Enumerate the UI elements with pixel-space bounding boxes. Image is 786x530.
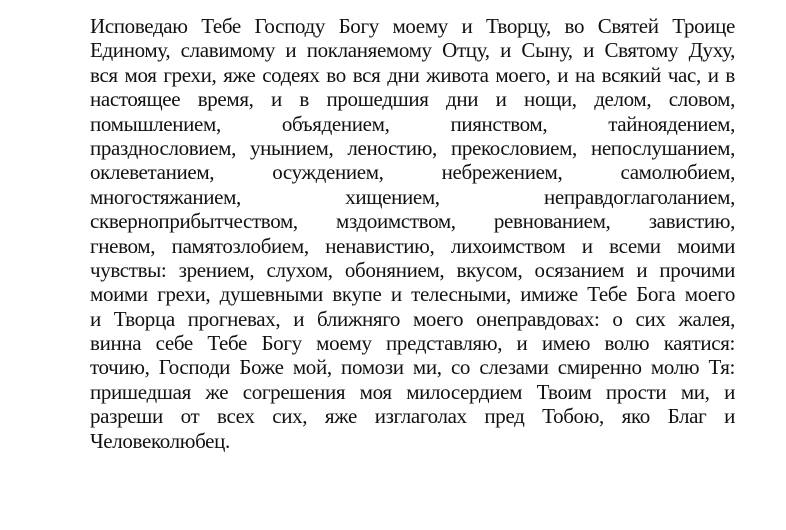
- text-line: винна себе Тебе Богу моему представляю, и имею волю каятися:: [90, 331, 735, 356]
- text-line: моими грехи, душевными вкупе и телесными, имиже Тебе Бога моего: [90, 282, 735, 307]
- prayer-text-block: [90, 14, 735, 453]
- text-line: чувствы: зрением, слухом, обонянием, вкусом, осязанием и прочими: [90, 257, 735, 282]
- text-line: вся моя грехи, яже содеях во вся дни живота моего, и на всякий час, и в: [90, 62, 735, 87]
- text-line: сквернoприбытчеством, мздоимством, ревнованием, завистию,: [90, 209, 735, 234]
- text-line: Единому, славимому и покланяемому Отцу, и Сыну, и Святому Духу,: [90, 38, 735, 63]
- text-line: Исповедаю Тебе Господу Богу моему и Творцу, во Святей Троице: [90, 14, 735, 38]
- text-line: гневом, памятозлобием, ненавистию, лихоимством и всеми моими: [90, 233, 735, 258]
- text-line: пришедшая же согрешения моя милосердием Твоим прости ми, и: [90, 379, 735, 404]
- text-line: многостяжанием, хищением, неправдоглаголанием,: [90, 184, 735, 209]
- text-line: помышлением, объядением, пиянством, тайноядением,: [90, 111, 735, 136]
- text-line: разреши от всех сих, яже изглаголах пред Тобою, яко Благ и: [90, 404, 735, 429]
- text-line: настоящее время, и в прошедшия дни и нощи, делом, словом,: [90, 87, 735, 112]
- text-line: и Творца прогневах, и ближняго моего онеправдовах: о сих жалея,: [90, 306, 735, 331]
- text-line-final: Человеколюбец.: [90, 428, 230, 453]
- text-line: празднословием, унынием, леностию, прекословием, непослушанием,: [90, 135, 735, 160]
- text-line: точию, Господи Боже мой, помози ми, со слезами смиренно молю Тя:: [90, 355, 735, 380]
- text-line: оклеветанием, осуждением, небрежением, самолюбием,: [90, 160, 735, 185]
